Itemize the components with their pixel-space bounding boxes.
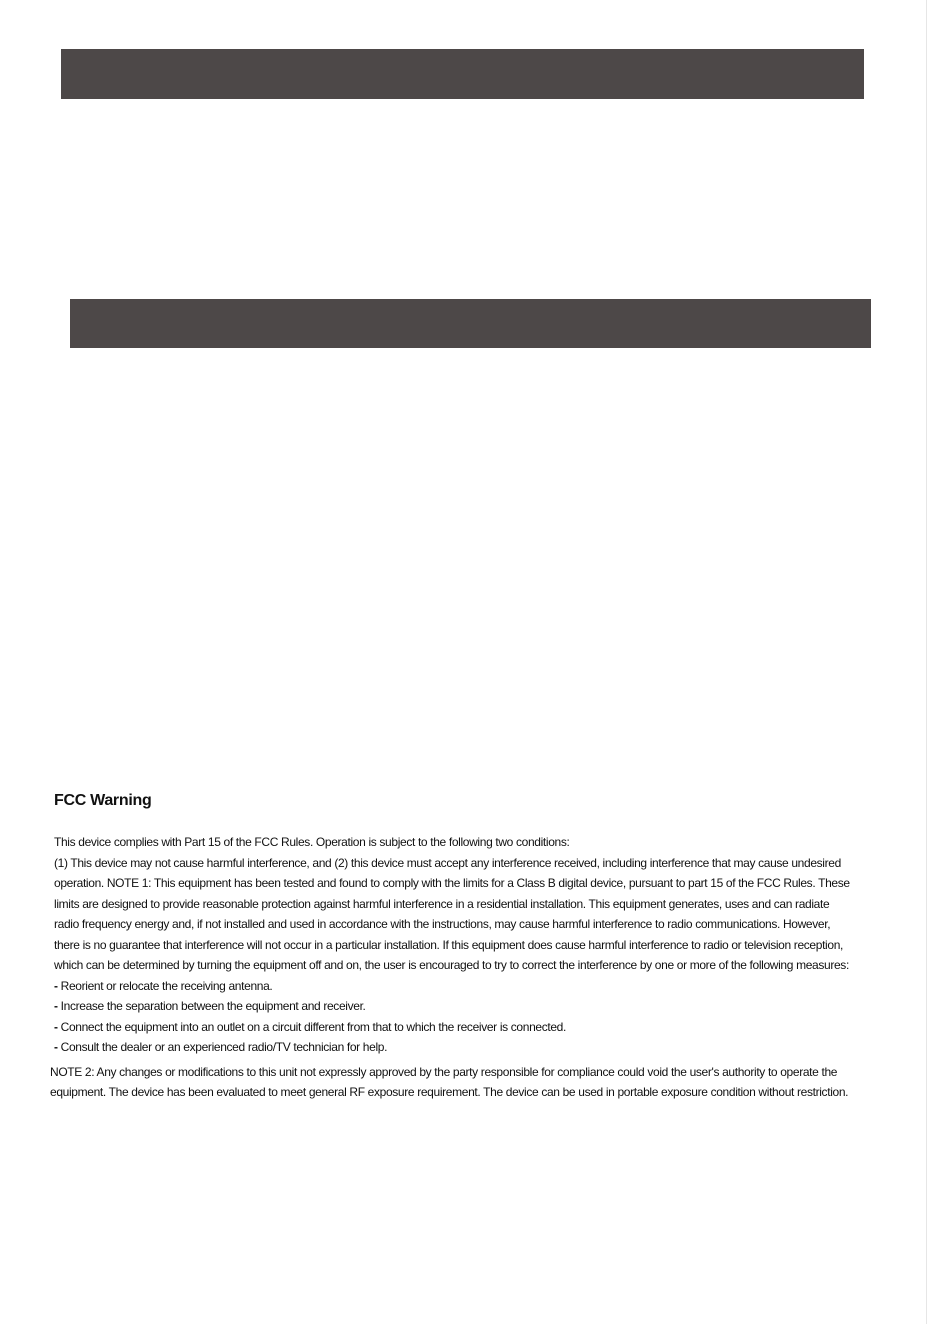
fcc-warning-title: FCC Warning <box>54 792 152 809</box>
page-edge-line <box>926 0 927 1324</box>
fcc-note-2: NOTE 2: Any changes or modifications to this unit not expressly approved by the party responsible for compliance could void the user's authority to operate the equipment. The device has been evaluated to meet general RF exposure requirement. The device can be used in portable exposure condition without restriction. <box>50 1064 849 1099</box>
header-bar-top <box>61 49 864 99</box>
fcc-measures-list <box>54 976 850 1058</box>
list-item: - Connect the equipment into an outlet on a circuit different from that to which the receiver is connected. <box>54 1017 850 1038</box>
fcc-intro-text: This device complies with Part 15 of the FCC Rules. Operation is subject to the following two conditions: (1) This device may not cause harmful interference, and (2) this device must accept any interference received, including interference that may cause undesired operation. NOTE 1: This equipment has been tested and found to comply with the limits for a Class B digital device, pursuant to part 15 of the FCC Rules. These limits are designed to provide reasonable protection against harmful interference in a residential installation. This equipment generates, uses and can radiate radio frequency energy and, if not installed and used in accordance with the instructions, may cause harmful interference to radio communications. However, there is no guarantee that interference will not occur in a particular installation. If this equipment does cause harmful interference to radio or television reception, which can be determined by turning the equipment off and on, the user is encouraged to try to correct the interference by one or more of the following measures: <box>54 835 850 972</box>
list-item: - Reorient or relocate the receiving antenna. <box>54 976 850 997</box>
list-item: - Consult the dealer or an experienced radio/TV technician for help. <box>54 1037 850 1058</box>
header-bar-second <box>70 299 871 348</box>
list-item: - Increase the separation between the equipment and receiver. <box>54 996 850 1017</box>
fcc-warning-section <box>50 790 850 1103</box>
